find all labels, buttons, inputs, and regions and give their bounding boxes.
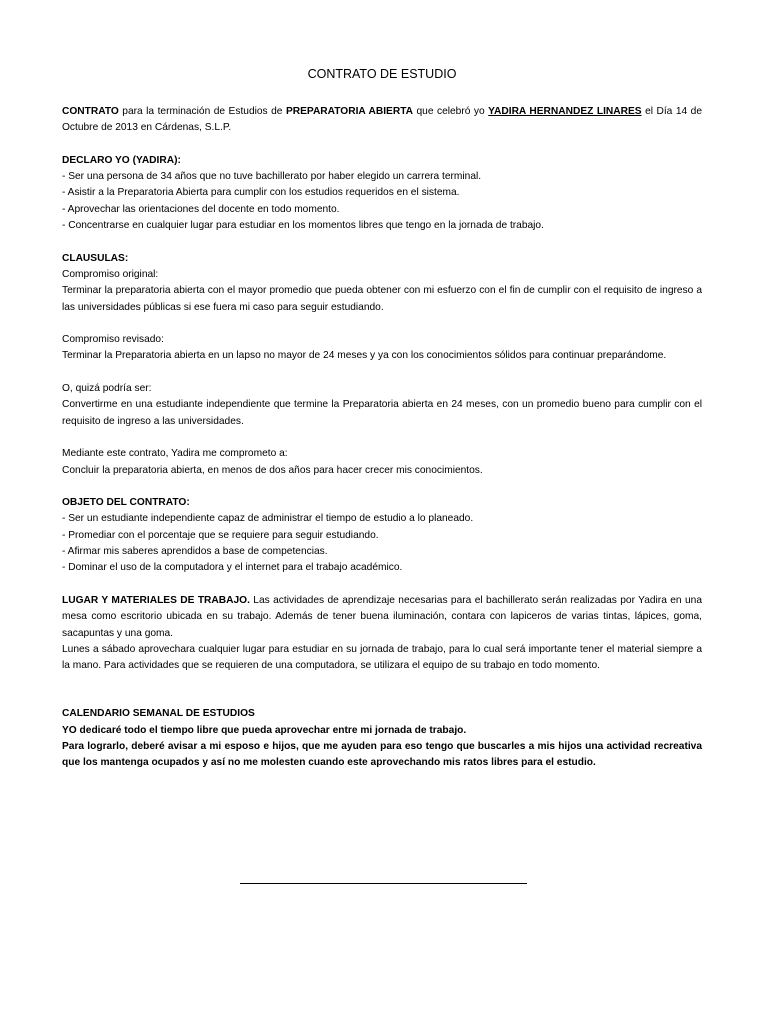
mediante-text: Concluir la preparatoria abierta, en menos de dos años para hacer crecer mis conocimientos. <box>62 464 483 476</box>
intro-preparatoria-word: PREPARATORIA ABIERTA <box>285 106 414 117</box>
intro-contrato-word: CONTRATO <box>62 106 119 117</box>
lugar-heading: LUGAR Y MATERIALES DE TRABAJO. <box>62 594 250 606</box>
objeto-item: - Afirmar mis saberes aprendidos a base de competencias. <box>62 546 328 558</box>
calendario-line-1: YO dedicaré todo el tiempo libre que pueda aprovechar entre mi jornada de trabajo. <box>62 724 467 736</box>
declaro-item: - Asistir a la Preparatoria Abierta para cumplir con los estudios requeridos en el sistema. <box>62 187 460 199</box>
document-title: CONTRATO DE ESTUDIO <box>307 67 457 81</box>
lugar-paragraph <box>62 593 702 642</box>
signature-line <box>240 883 527 884</box>
declaro-heading: DECLARO YO (YADIRA): <box>62 154 181 166</box>
objeto-item: - Promediar con el porcentaje que se requiere para seguir estudiando. <box>62 529 379 541</box>
mediante-label: Mediante este contrato, Yadira me comprometo a: <box>62 448 288 460</box>
lugar-text-2: Lunes a sábado aprovechara cualquier lugar para estudiar en su jornada de trabajo, para lo cual será importante tener el material siempre a la mano. Para actividades que se requieren de una computadora, se utilizara el equipo de su trabajo en todo momento. <box>62 643 702 672</box>
compromiso-revisado-text: Terminar la Preparatoria abierta en un lapso no mayor de 24 meses y ya con los conocimientos sólidos para continuar preparándome. <box>62 350 667 362</box>
intro-name: YADIRA HERNANDEZ LINARES <box>488 106 642 117</box>
calendario-line-2: Para lograrlo, deberé avisar a mi esposo e hijos, que me ayuden para eso tengo que buscarles a mis hijos una actividad recreativa que los mantenga ocupados y así no me molesten cuando este aprovechando mis ratos libres para el estudio. <box>62 740 702 769</box>
compromiso-revisado-label: Compromiso revisado: <box>62 334 164 346</box>
quiza-text: Convertirme en una estudiante independiente que termine la Preparatoria abierta en 24 meses, con un promedio bueno para cumplir con el requisito de ingreso a las universidades. <box>62 399 702 427</box>
objeto-heading: OBJETO DEL CONTRATO: <box>62 497 190 509</box>
calendario-heading: CALENDARIO SEMANAL DE ESTUDIOS <box>62 708 255 720</box>
lugar-text-1: Las actividades de aprendizaje necesarias para el bachillerato serán realizadas por Yadira en una mesa como escritorio ubicada en su trabajo. Además de tener buena iluminación, contara con lapiceros de varias tintas, lápices, goma, sacapuntas y una goma. <box>62 594 702 639</box>
objeto-item: - Dominar el uso de la computadora y el internet para el trabajo académico. <box>62 562 403 574</box>
declaro-item: - Aprovechar las orientaciones del docente en todo momento. <box>62 203 340 215</box>
contract-document <box>62 66 702 772</box>
declaro-item: - Ser una persona de 34 años que no tuve bachillerato por haber elegido un carrera terminal. <box>62 171 482 183</box>
intro-paragraph <box>62 104 702 137</box>
declaro-item: - Concentrarse en cualquier lugar para estudiar en los momentos libres que tengo en la jornada de trabajo. <box>62 220 544 232</box>
intro-text-1: para la terminación de Estudios de <box>118 106 286 117</box>
objeto-item: - Ser un estudiante independiente capaz de administrar el tiempo de estudio a lo planeado. <box>62 513 474 525</box>
quiza-label: O, quizá podría ser: <box>62 383 152 395</box>
clausulas-heading: CLAUSULAS: <box>62 252 129 264</box>
compromiso-original-text: Terminar la preparatoria abierta con el mayor promedio que pueda obtener con mi esfuerzo con el fin de cumplir con el requisito de ingreso a las universidades públicas si ese fuera mi caso para seguir estudiando. <box>62 285 702 313</box>
compromiso-original-label: Compromiso original: <box>62 268 159 280</box>
intro-text-2: que celebró yo <box>413 106 489 117</box>
intro-text-3: el Día 14 de Octubre de 2013 en Cárdenas, S.L.P. <box>62 106 702 134</box>
